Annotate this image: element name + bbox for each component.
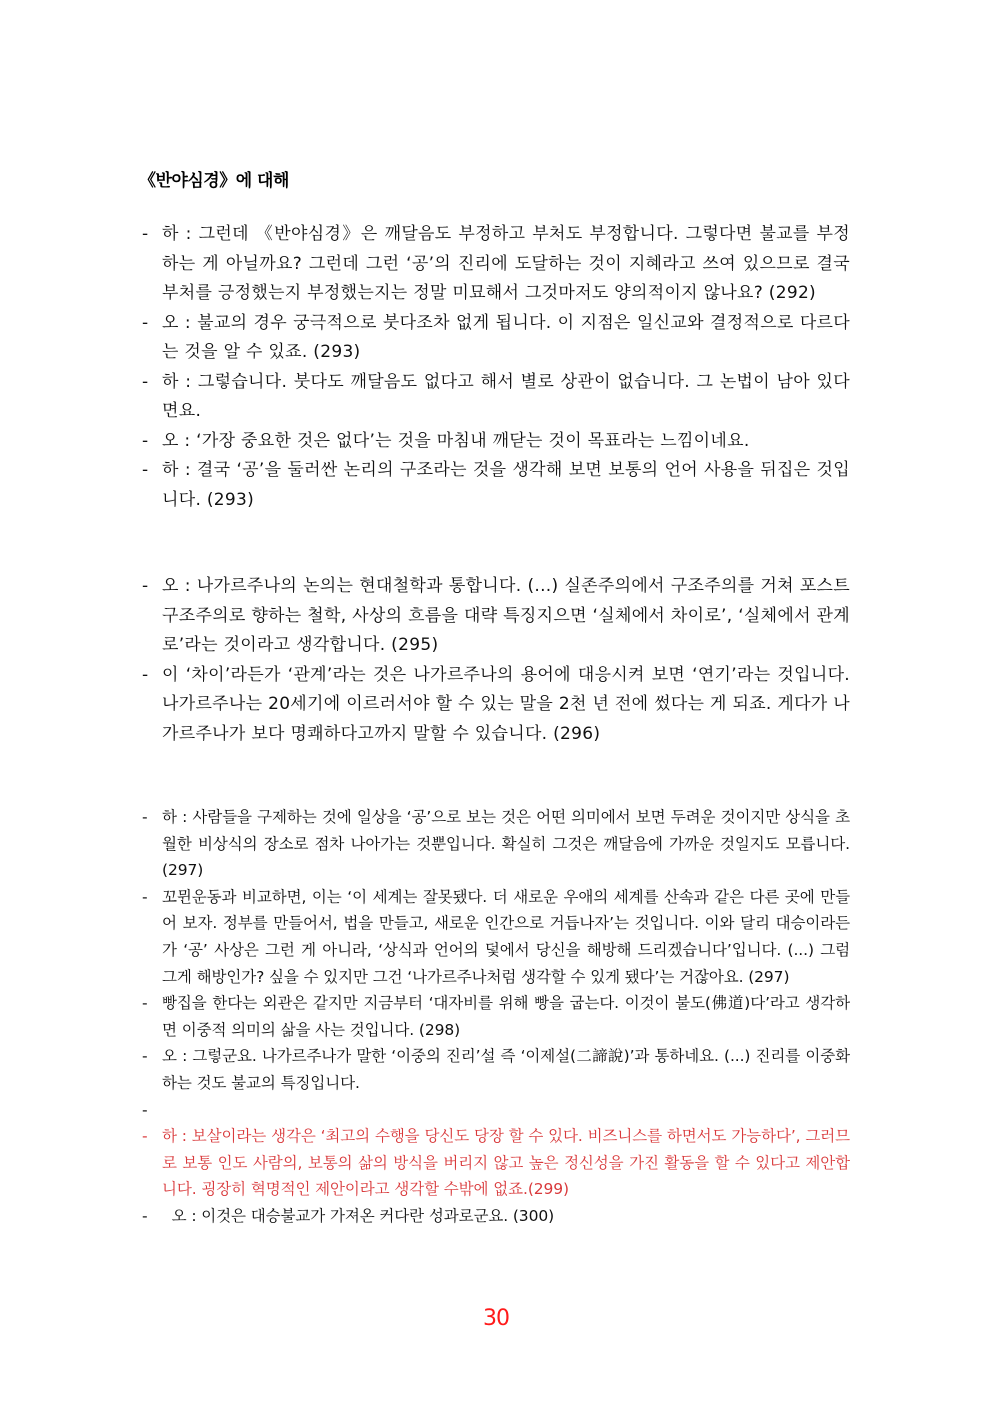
list-dash: - [142,312,149,333]
dialogue-item [142,1043,850,1096]
list-dash: - [142,371,149,392]
dialogue-item [142,427,850,457]
list-dash: - [142,430,149,451]
dialogue-text: 꼬뮌운동과 비교하면, 이는 ‘이 세계는 잘못됐다. 더 새로운 우애의 세계를 산속과 같은 다른 곳에 만들어 보자. 정부를 만들어서, 법을 만들고, 새로운 인간으로 거듭나자’는 것입니다. 이와 달리 대승이라든가 ‘공’ 사상은 그런 게 아니라, ‘상식과 언어의 덫에서 당신을 해방해 드리겠습니다’입니다. (...) 그럼 그게 해방인가? 싶을 수 있지만 그건 ‘나가르주나처럼 생각할 수 있게 됐다’는 거잖아요. (297) [162,887,850,986]
dialogue-item [142,572,850,661]
section-heading: 《반야심경》에 대해 [139,171,289,191]
list-dash: - [142,1100,148,1119]
dialogue-text: 하 : 결국 ‘공’을 둘러싼 논리의 구조라는 것을 생각해 보면 보통의 언어 사용을 뒤집은 것입니다. (293) [162,460,850,510]
list-dash: - [142,460,149,480]
dialogue-text: 오 : 불교의 경우 궁극적으로 붓다조차 없게 됩니다. 이 지점은 일신교와 결정적으로 다르다는 것을 알 수 있죠. (293) [162,312,850,362]
dialogue-item [142,804,850,884]
dialogue-item [142,309,850,368]
dialogue-text: 오 : 이것은 대승불교가 가져온 커다란 성과로군요. (300) [162,1206,555,1225]
empty-list-item [142,1097,850,1124]
dialogue-block-1 [142,220,850,515]
dialogue-item [142,456,850,515]
dialogue-item [142,1203,850,1230]
highlighted-dialogue-item [142,1123,850,1203]
page-number: 30 [483,1306,509,1331]
dialogue-text: 오 : 나가르주나의 논의는 현대철학과 통합니다. (...) 실존주의에서 구조주의를 거쳐 포스트구조주의로 향하는 철학, 사상의 흐름을 대략 특징지으면 ‘실체에서 차이로’, ‘실체에서 관계로’라는 것이라고 생각합니다. (295) [162,576,850,655]
dialogue-text: 오 : ‘가장 중요한 것은 없다’는 것을 마침내 깨닫는 것이 목표라는 느낌이네요. [162,430,750,451]
list-dash: - [142,1206,148,1225]
dialogue-text: 이 ‘차이’라든가 ‘관계’라는 것은 나가르주나의 용어에 대응시켜 보면 ‘연기’라는 것입니다. 나가르주나는 20세기에 이르러서야 할 수 있는 말을 2천 년 전에 썼다는 게 되죠. 게다가 나가르주나가 보다 명쾌하다고까지 말할 수 있습니다. (296) [162,664,850,744]
list-dash: - [142,887,148,906]
dialogue-text: 하 : 사람들을 구제하는 것에 일상을 ‘공’으로 보는 것은 어떤 의미에서 보면 두려운 것이지만 상식을 초월한 비상식의 장소로 점차 나아가는 것뿐입니다. 확실히 그것은 깨달음에 가까운 것일지도 모릅니다. (297) [162,808,850,880]
dialogue-block-2 [142,572,850,749]
list-dash: - [142,1127,148,1146]
dialogue-text: 하 : 보살이라는 생각은 ‘최고의 수행을 당신도 당장 할 수 있다. 비즈니스를 하면서도 가능하다’, 그러므로 보통 인도 사람의, 보통의 삶의 방식을 버리지 않고 높은 정신성을 가진 활동을 할 수 있다고 제안합니다. 굉장히 혁명적인 제안이라고 생각할 수밖에 없죠.(299) [162,1127,850,1199]
list-dash: - [142,1047,148,1066]
dialogue-text: 하 : 그렇습니다. 붓다도 깨달음도 없다고 해서 별로 상관이 없습니다. 그 논법이 남아 있다면요. [162,371,850,421]
list-dash: - [142,224,149,244]
dialogue-text: 빵집을 한다는 외관은 같지만 지금부터 ‘대자비를 위해 빵을 굽는다. 이것이 불도(佛道)다’라고 생각하면 이중적 의미의 삶을 사는 것입니다. (298) [162,994,850,1039]
dialogue-item [142,220,850,309]
dialogue-item [142,990,850,1043]
dialogue-item [142,661,850,750]
dialogue-text: 하 : 그런데 《반야심경》은 깨달음도 부정하고 부처도 부정합니다. 그렇다면 불교를 부정하는 게 아닐까요? 그런데 그런 ‘공’의 진리에 도달하는 것이 지혜라고 쓰여 있으므로 결국 부처를 긍정했는지 부정했는지는 정말 미묘해서 그것마저도 양의적이지 않나요? (292) [162,224,850,303]
dialogue-item [142,368,850,427]
list-dash: - [142,664,149,685]
dialogue-block-3 [142,804,850,1230]
list-dash: - [142,576,149,596]
dialogue-item [142,884,850,990]
list-dash: - [142,808,148,826]
list-dash: - [142,994,148,1013]
dialogue-text: 오 : 그렇군요. 나가르주나가 말한 ‘이중의 진리’설 즉 ‘이제설(二諦說)’과 통하네요. (...) 진리를 이중화하는 것도 불교의 특징입니다. [162,1047,850,1092]
